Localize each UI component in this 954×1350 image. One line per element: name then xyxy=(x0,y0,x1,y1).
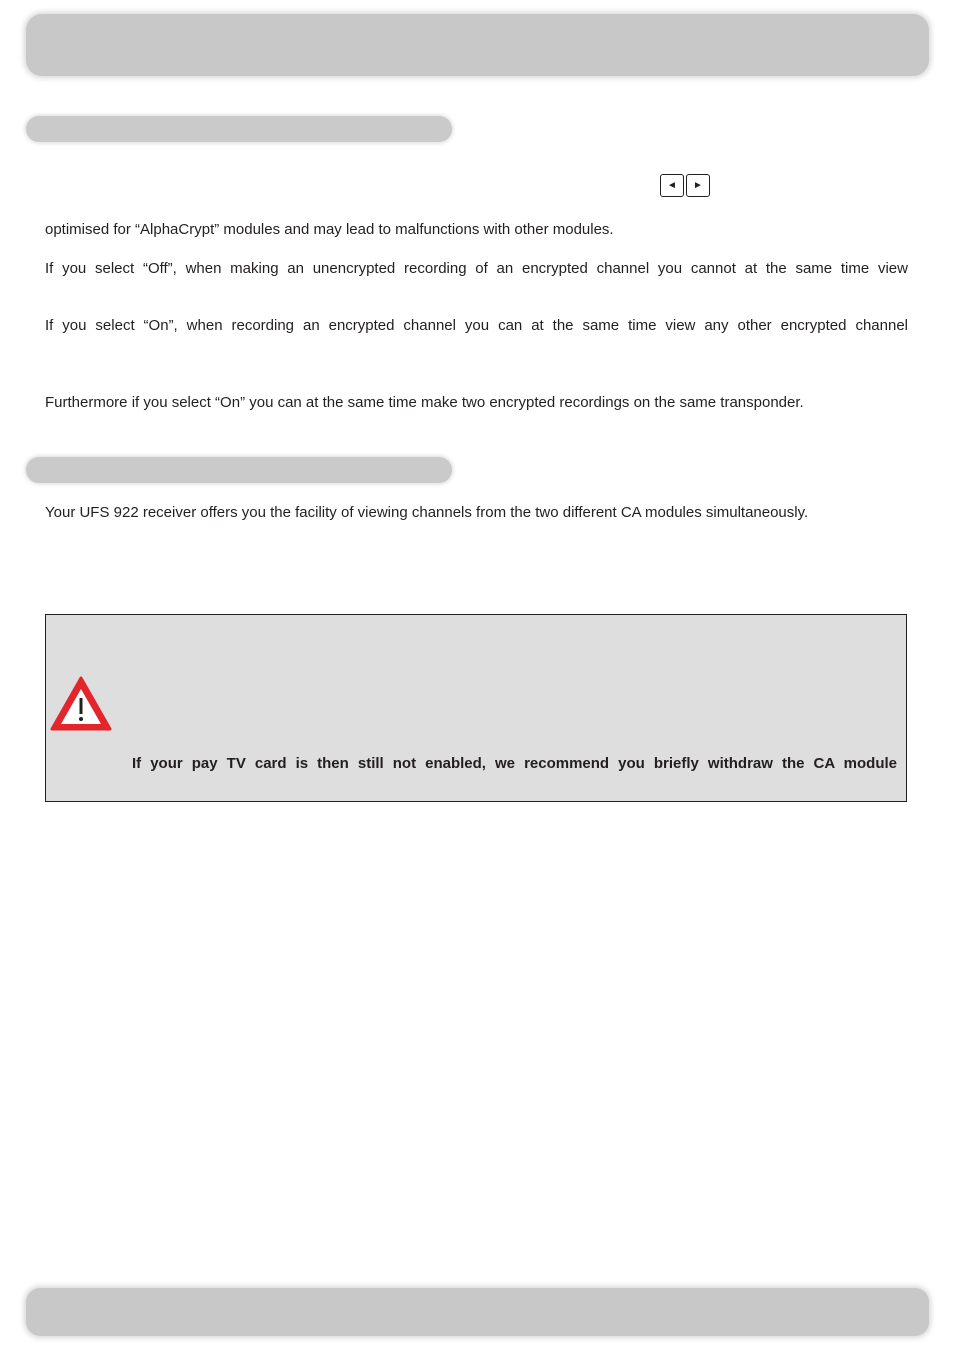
page-header-bar xyxy=(26,14,929,76)
paragraph-receiver: Your UFS 922 receiver offers you the facility of viewing channels from the two different CA modules simultaneously. xyxy=(45,504,809,521)
warning-box xyxy=(45,614,907,802)
paragraph-off-setting: If you select “Off”, when making an unencrypted recording of an encrypted channel you cannot at the same time view xyxy=(45,260,908,277)
paragraph-on-setting: If you select “On”, when recording an encrypted channel you can at the same time view any other encrypted channel xyxy=(45,317,908,334)
right-arrow-key-icon: ► xyxy=(686,174,710,197)
section-heading-bar-1 xyxy=(26,116,452,142)
section-heading-bar-2 xyxy=(26,457,452,483)
paragraph-furthermore: Furthermore if you select “On” you can at the same time make two encrypted recordings on the same transponder. xyxy=(45,394,804,411)
warning-text: If your pay TV card is then still not enabled, we recommend you briefly withdraw the CA module xyxy=(132,755,897,772)
warning-triangle-icon xyxy=(49,675,113,733)
arrow-keys xyxy=(660,174,710,197)
left-arrow-key-icon: ◄ xyxy=(660,174,684,197)
page-footer-bar xyxy=(26,1288,929,1336)
paragraph-alphacrypt: optimised for “AlphaCrypt” modules and may lead to malfunctions with other modules. xyxy=(45,221,614,238)
